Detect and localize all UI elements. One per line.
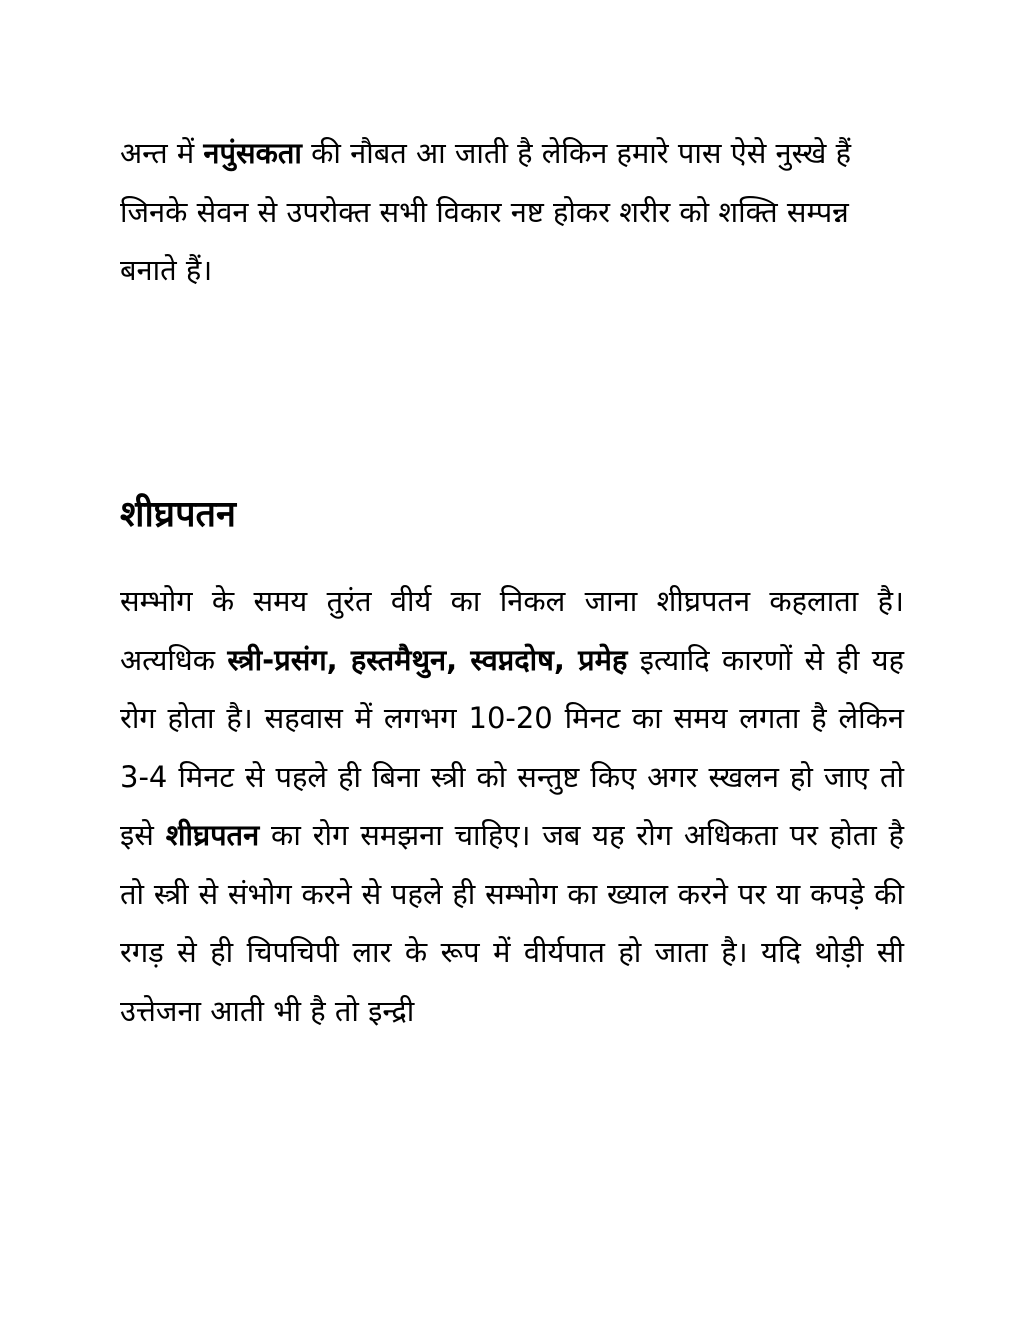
section-heading: शीघ्रपतन <box>120 494 237 535</box>
section-bold-term: शीघ्रपतन <box>165 818 260 852</box>
intro-text-1: अन्त में <box>120 136 204 170</box>
section-paragraph <box>120 572 904 1040</box>
intro-paragraph <box>120 124 904 300</box>
section-text-2: इत्यादि कारणों से ही यह रोग होता है। सहवास में लगभग 10-20 मिनट का समय लगता है लेकिन 3-4 मिनट से पहले ही बिना स्त्री को सन्तुष्ट किए अगर स्खलन हो जाए तो इसे <box>120 642 904 852</box>
section-text-1: सम्भोग के समय तुरंत वीर्य का निकल जाना शीघ्रपतन कहलाता है। अत्यधिक <box>120 584 904 677</box>
intro-text-2: की नौबत आ जाती है लेकिन हमारे पास ऐसे नुस्खे हैं जिनके सेवन से उपरोक्त सभी विकार नष्ट होकर शरीर को शक्ति सम्पन्न बनाते हैं। <box>120 136 851 287</box>
section-text-3: का रोग समझना चाहिए। जब यह रोग अधिकता पर होता है तो स्त्री से संभोग करने से पहले ही सम्भोग का ख्याल करने पर या कपड़े की रगड़ से ही चिपचिपी लार के रूप में वीर्यपात हो जाता है। यदि थोड़ी सी उत्तेजना आती भी है तो इन्द्री <box>120 818 905 1028</box>
intro-bold-term: नपुंसकता <box>203 136 302 170</box>
section-bold-causes: स्त्री-प्रसंग, हस्तमैथुन, स्वप्नदोष, प्रमेह <box>227 642 628 677</box>
